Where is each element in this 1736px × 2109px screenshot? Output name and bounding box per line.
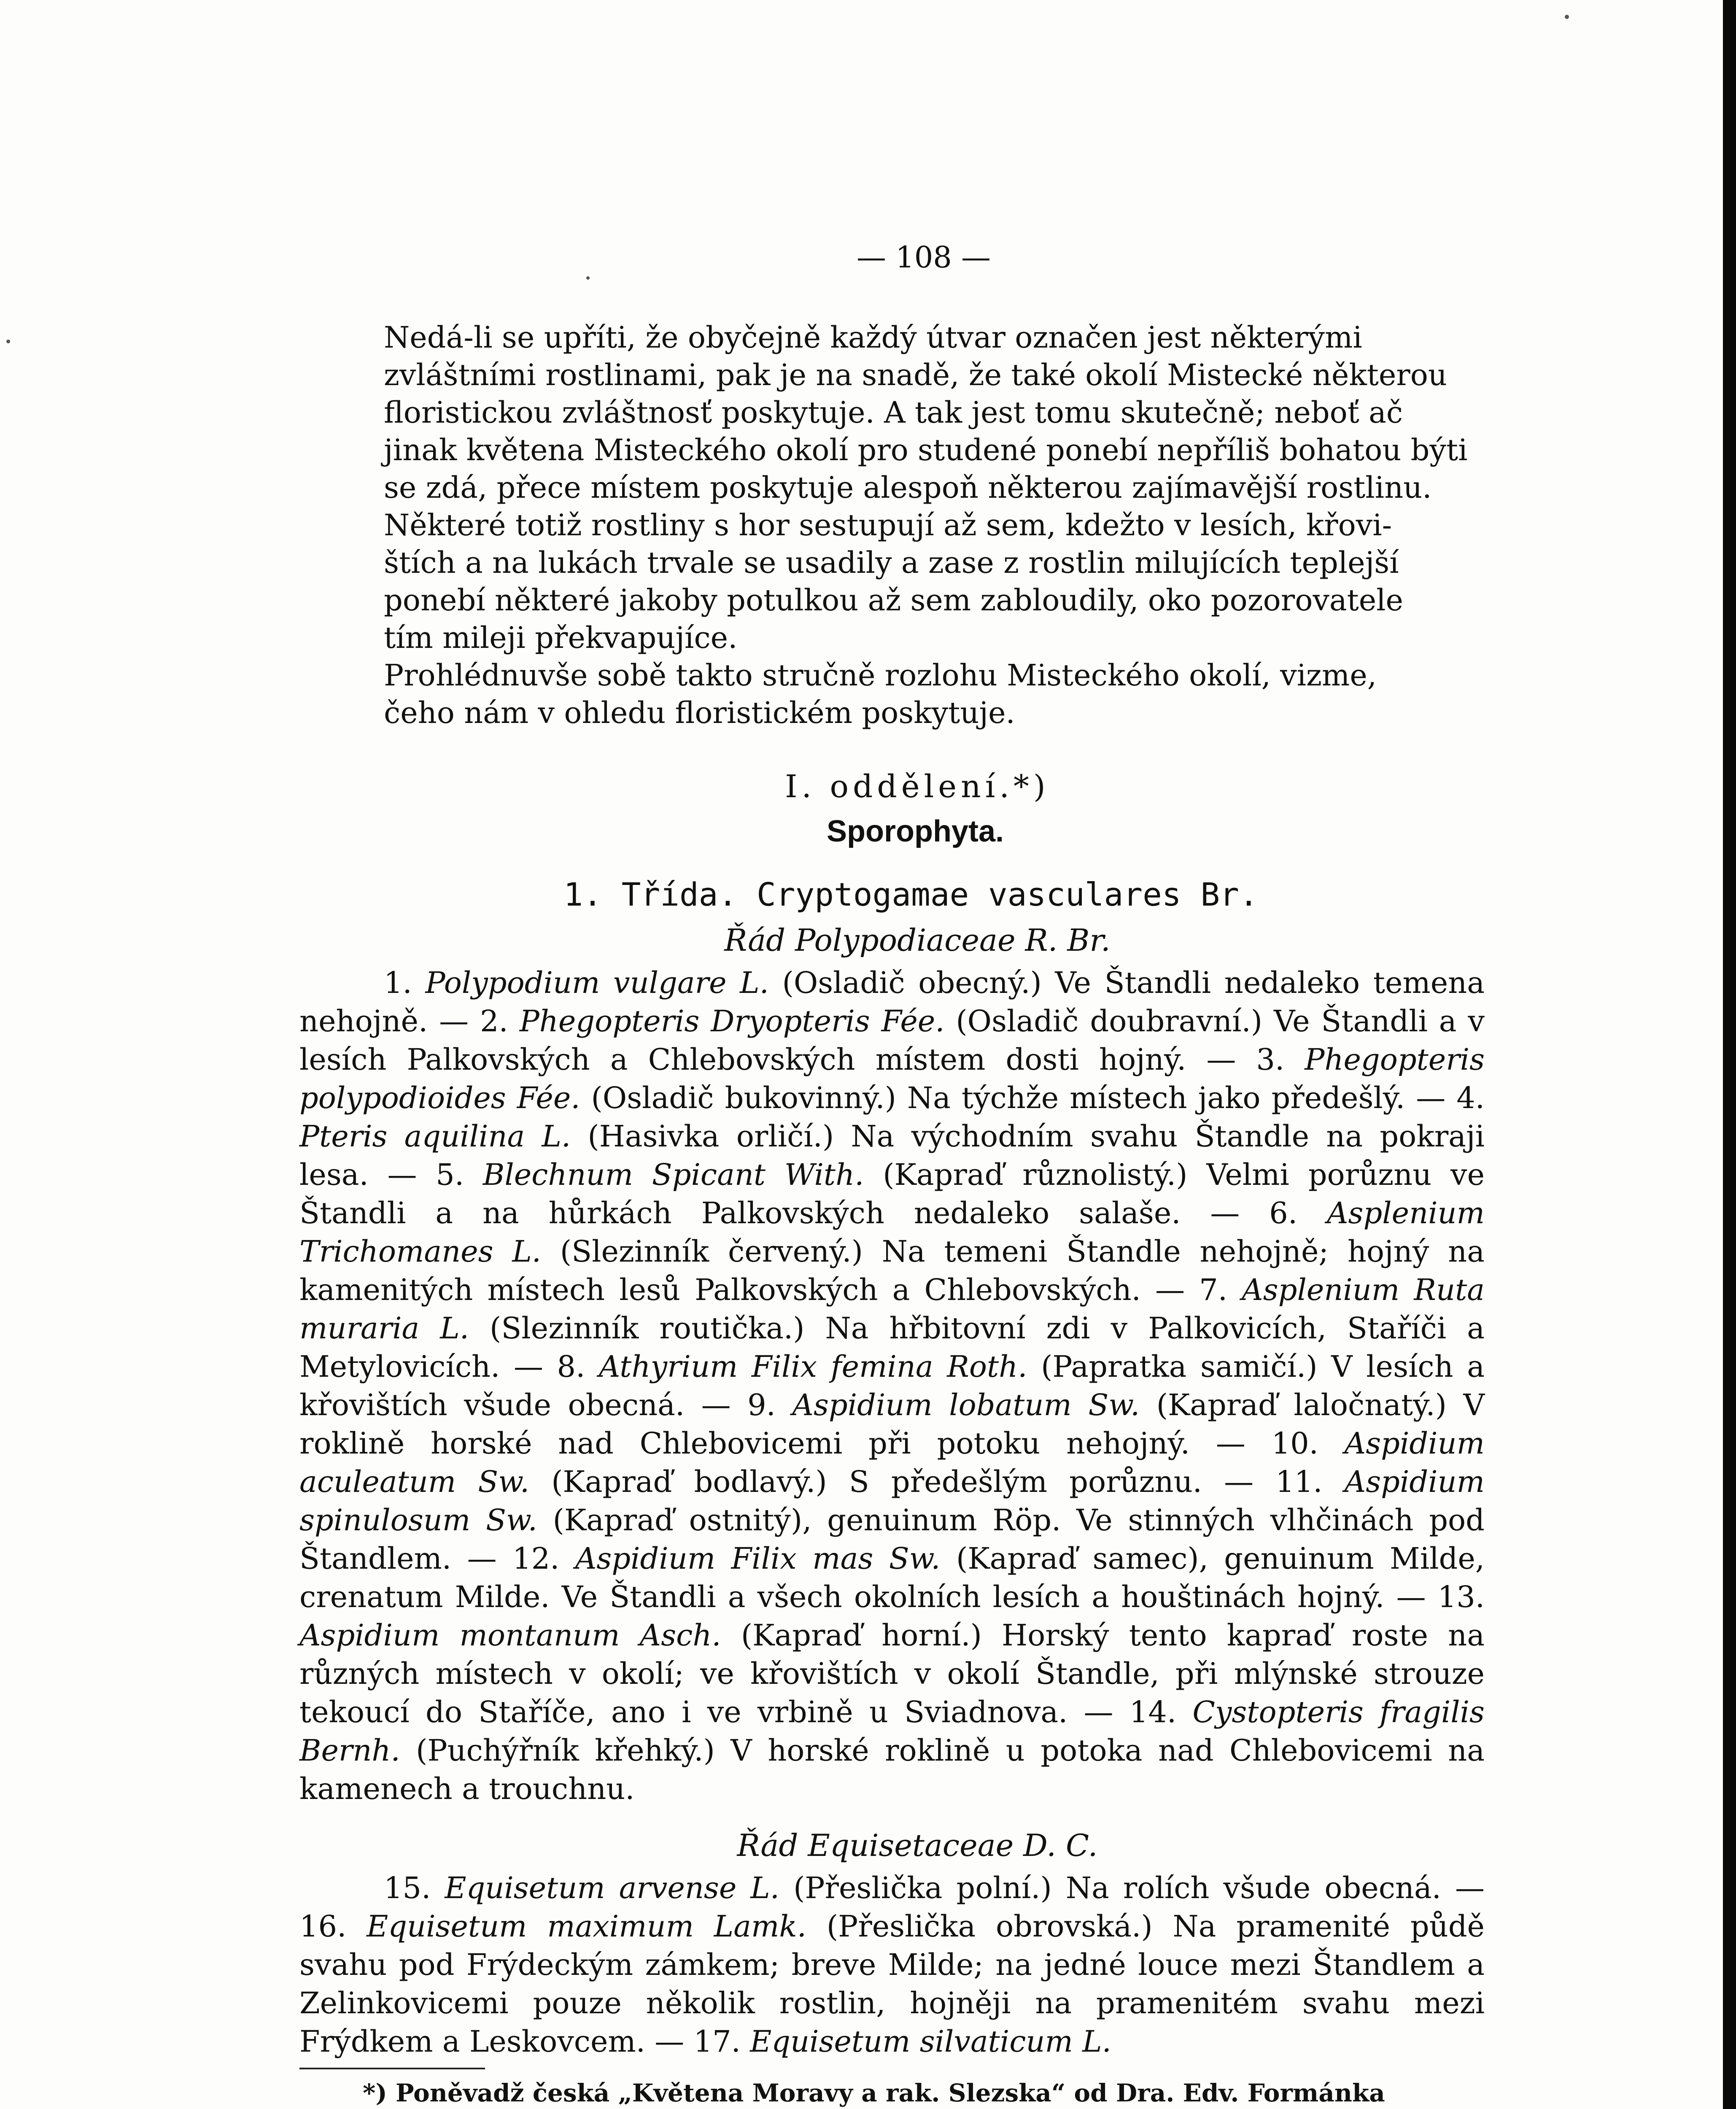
scan-border-right xyxy=(1723,0,1736,2109)
species-note: (Kapraď ostnitý), genuinum Röp. Ve stinných vlhčinách pod Štandlem. — 12. xyxy=(299,1503,1485,1576)
text-line: se zdá, přece místem poskytuje alespoň některou zajímavější rostlinu. xyxy=(384,470,1432,505)
text-line: čeho nám v ohledu floristickém poskytuje. xyxy=(384,696,1015,730)
species-note: (Kapraď horní.) Horský tento kapraď roste na různých místech v okolí; ve křovištích v okolí Štandle, při mlýnské strouze tekoucí do Staříče, ano i ve vrbině u Sviadnova. — 14. xyxy=(299,1618,1485,1729)
species-name: Polypodium vulgare L. xyxy=(425,966,769,1000)
species-note: (Osladič doubravní.) Ve Štandli a v lesích Palkovských a Chlebovských místem dosti hojný. — 3. xyxy=(299,1004,1485,1077)
species-name: Aspidium aculeatum Sw. xyxy=(299,1426,1485,1499)
footnote-divider xyxy=(299,2068,485,2069)
document-page xyxy=(299,236,1485,2109)
text-line: tím mileji překvapujíce. xyxy=(384,620,738,655)
species-note: (Kapraď bodlavý.) S předešlým porůznu. — 11. xyxy=(529,1464,1345,1499)
intro-paragraph-1 xyxy=(299,319,1485,657)
species-name: Asplenium Ruta muraria L. xyxy=(299,1273,1485,1346)
species-note: (Puchýřník křehký.) V horské roklině u potoka nad Chlebovicemi na kamenech a trouchnu. xyxy=(299,1733,1485,1806)
order-title-equisetaceae: Řád Equisetaceae D. C. xyxy=(737,1828,1098,1863)
species-note: (Kapraď samec), genuinum Milde, crenatum Milde. Ve Štandli a všech okolních lesích a houštinách hojný. — 13. xyxy=(299,1541,1485,1614)
text-line: zvláštními rostlinami, pak je na snadě, že také okolí Mistecké některou xyxy=(384,358,1447,392)
order-title-polypodiaceae: Řád Polypodiaceae R. Br. xyxy=(724,922,1111,958)
scan-speck xyxy=(6,340,10,343)
text-line: Některé totiž rostliny s hor sestupují až sem, kdežto v lesích, křovi- xyxy=(384,508,1392,542)
species-note: (Kapraď různolistý.) Velmi porůznu ve Štandli a na hůrkách Palkovských nedaleko salaše. — 6. xyxy=(299,1157,1485,1230)
species-name: Aspidium Filix mas Sw. xyxy=(575,1541,941,1576)
species-note: (Kapraď laločnatý.) V roklině horské nad Chlebovicemi při potoku nehojný. — 10. xyxy=(299,1388,1485,1461)
entry-number: 15. xyxy=(384,1871,445,1905)
species-name: Cystopteris fragilis Bernh. xyxy=(299,1695,1485,1768)
species-name: Aspidium spinulosum Sw. xyxy=(299,1464,1485,1537)
text-line: floristickou zvláštnosť poskytuje. A tak jest tomu skutečně; neboť ač xyxy=(384,395,1403,430)
species-name: Aspidium montanum Asch. xyxy=(299,1618,721,1653)
species-note: (Osladič obecný.) Ve Štandli nedaleko temena nehojně. — 2. xyxy=(299,966,1485,1038)
scan-speck xyxy=(1565,15,1569,19)
species-note: (Přeslička polní.) Na rolích všude obecná. — 16. xyxy=(299,1871,1485,1944)
species-note: (Hasivka orličí.) Na východním svahu Štandle na pokraji lesa. — 5. xyxy=(299,1119,1485,1192)
species-note: (Papratka samičí.) V lesích a křovištích všude obecná. — 9. xyxy=(299,1349,1485,1422)
class-title: 1. Třída. Cryptogamae vasculares Br. xyxy=(563,876,1259,913)
species-list-equisetaceae xyxy=(299,1869,1485,2061)
text-line: štích a na lukách trvale se usadily a zase z rostlin milujících teplejší xyxy=(384,545,1399,580)
text-line: jinak květena Misteckého okolí pro studené ponebí nepříliš bohatou býti xyxy=(384,433,1468,467)
text-line: Prohlédnuvše sobě takto stručně rozlohu Misteckého okolí, vizme, xyxy=(384,658,1377,693)
species-note: (Přeslička obrovská.) Na pramenité půdě svahu pod Frýdeckým zámkem; breve Milde; na jedné louce mezi Štandlem a Zelinkovicemi pouze několik rostlin, hojněji na pramenitém svahu mezi Frýdkem a Leskovcem. — 17. xyxy=(299,1909,1485,2059)
species-name: Aspidium lobatum Sw. xyxy=(792,1388,1140,1422)
intro-paragraph-2 xyxy=(299,657,1485,732)
species-name: Equisetum silvaticum L. xyxy=(750,2024,1111,2059)
species-name: Phegopteris Dryopteris Fée. xyxy=(519,1004,945,1038)
footnote-line: *) Poněvadž česká „Květena Moravy a rak. Slezska“ od Dra. Edv. Formánka xyxy=(363,2079,1385,2107)
species-name: Phegopteris polypodioides Fée. xyxy=(299,1042,1485,1115)
page-number: — 108 — xyxy=(856,240,991,275)
section-subtitle: Sporophyta. xyxy=(826,814,1004,848)
species-note: (Osladič bukovinný.) Na týchže místech jako předešlý. — 4. xyxy=(580,1081,1485,1115)
species-name: Blechnum Spicant With. xyxy=(483,1157,864,1192)
text-line: Nedá-li se upříti, že obyčejně každý útvar označen jest některými xyxy=(384,320,1362,355)
species-note: (Slezinník červený.) Na temeni Štandle nehojně; hojný na kamenitých místech lesů Palkovských a Chlebovských. — 7. xyxy=(299,1234,1485,1307)
species-list-polypodiaceae xyxy=(299,964,1485,1808)
section-title: I. oddělení.*) xyxy=(785,769,1050,805)
species-name: Equisetum arvense L. xyxy=(445,1871,780,1905)
species-name: Pteris aquilina L. xyxy=(299,1119,571,1154)
species-name: Equisetum maximum Lamk. xyxy=(367,1909,807,1944)
species-note: (Slezinník routička.) Na hřbitovní zdi v Palkovicích, Staříči a Metylovicích. — 8. xyxy=(299,1311,1485,1384)
entry-number: 1. xyxy=(384,966,412,1000)
species-name: Athyrium Filix femina Roth. xyxy=(598,1349,1027,1384)
text-line: ponebí některé jakoby potulkou až sem zabloudily, oko pozorovatele xyxy=(384,583,1403,618)
species-name: Asplenium Trichomanes L. xyxy=(299,1196,1485,1269)
footnote xyxy=(299,2077,1485,2109)
